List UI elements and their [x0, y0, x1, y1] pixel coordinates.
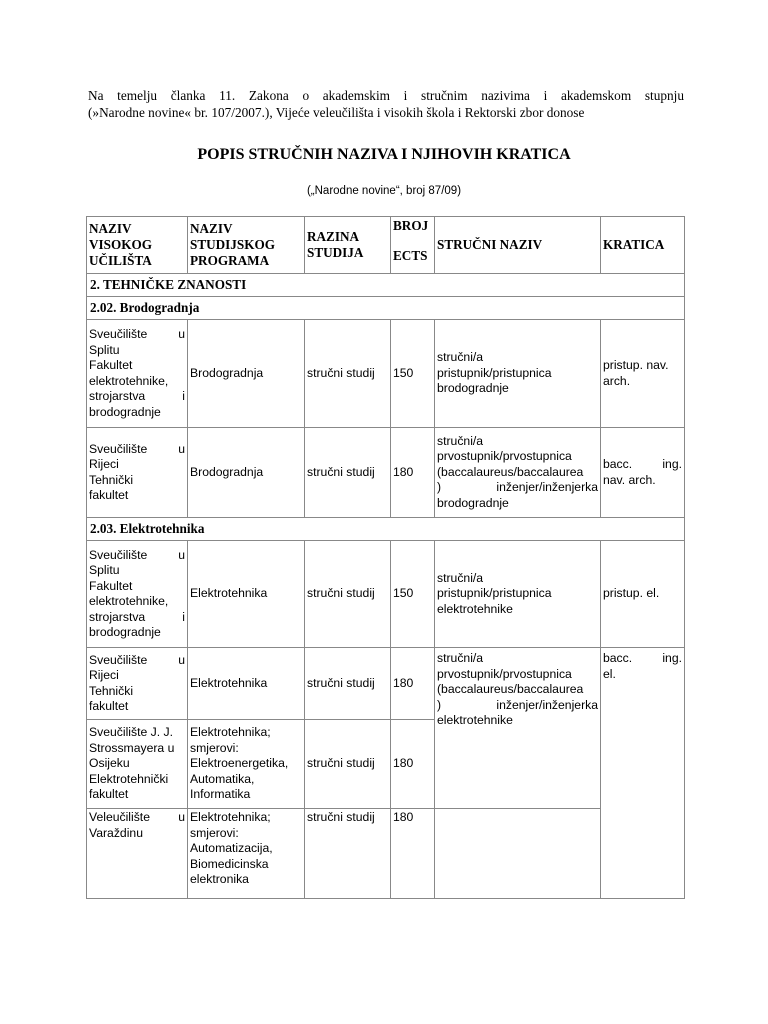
- subsection-row: [87, 297, 685, 320]
- ects-cell: 180: [391, 720, 435, 809]
- ects-cell: 150: [391, 541, 435, 648]
- program-cell: Elektrotehnika; smjerovi: Automatizacija, Biomedicinska elektronika: [188, 809, 305, 899]
- abbreviation-cell: bacc. ing. el.: [601, 648, 685, 899]
- table-row: [87, 428, 685, 518]
- institution-cell: Veleučilište u Varaždinu: [87, 809, 188, 899]
- subsection-heading: 2.02. Brodogradnja: [87, 297, 685, 320]
- abbreviation-cell: bacc. ing. nav. arch.: [601, 428, 685, 518]
- title-cell-empty: [435, 809, 601, 899]
- table-row: [87, 809, 685, 899]
- title-cell: stručni/a pristupnik/pristupnica elektrotehnike: [435, 541, 601, 648]
- document-title: POPIS STRUČNIH NAZIVA I NJIHOVIH KRATICA: [197, 146, 571, 163]
- title-cell: stručni/a prvostupnik/prvostupnica (baccalaureus/baccalaurea ) inženjer/inženjerka elektrotehnike: [435, 648, 601, 809]
- header-abbreviation: KRATICA: [601, 217, 685, 274]
- table-row: [87, 648, 685, 720]
- header-institution: NAZIV VISOKOG UČILIŠTA: [87, 217, 188, 274]
- ects-cell: 180: [391, 648, 435, 720]
- subsection-row: [87, 518, 685, 541]
- header-professional-title: STRUČNI NAZIV: [435, 217, 601, 274]
- level-cell: stručni studij: [305, 809, 391, 899]
- level-cell: stručni studij: [305, 320, 391, 428]
- header-program: NAZIV STUDIJSKOG PROGRAMA: [188, 217, 305, 274]
- program-cell: Elektrotehnika; smjerovi: Elektroenergetika, Automatika, Informatika: [188, 720, 305, 809]
- level-cell: stručni studij: [305, 541, 391, 648]
- header-level: RAZINA STUDIJA: [305, 217, 391, 274]
- ects-cell: 180: [391, 809, 435, 899]
- title-cell: stručni/a pristupnik/pristupnica brodogradnje: [435, 320, 601, 428]
- program-cell: Elektrotehnika: [188, 541, 305, 648]
- program-cell: Brodogradnja: [188, 428, 305, 518]
- abbreviation-cell: pristup. el.: [601, 541, 685, 648]
- institution-cell: Sveučilište u Rijeci Tehnički fakultet: [87, 428, 188, 518]
- title-cell: stručni/a prvostupnik/prvostupnica (baccalaureus/baccalaurea ) inženjer/inženjerka brodogradnje: [435, 428, 601, 518]
- table-row: [87, 320, 685, 428]
- document-subtitle: („Narodne novine“, broj 87/09): [306, 185, 462, 197]
- program-cell: Elektrotehnika: [188, 648, 305, 720]
- subsection-heading: 2.03. Elektrotehnika: [87, 518, 685, 541]
- intro-line-2: (»Narodne novine« br. 107/2007.), Vijeće veleučilišta i visokih škola i Rektorski zbor donose: [88, 105, 585, 120]
- intro-line-1: Na temelju članka 11. Zakona o akademskim i stručnim nazivima i akademskom stupnju: [88, 88, 684, 103]
- level-cell: stručni studij: [305, 428, 391, 518]
- institution-cell: Sveučilište J. J. Strossmayera u Osijeku Elektrotehnički fakultet: [87, 720, 188, 809]
- intro-paragraph: [88, 87, 684, 121]
- institution-cell: Sveučilište u Splitu Fakultet elektrotehnike, strojarstva i brodogradnje: [87, 320, 188, 428]
- institution-cell: Sveučilište u Splitu Fakultet elektrotehnike, strojarstva i brodogradnje: [87, 541, 188, 648]
- level-cell: stručni studij: [305, 720, 391, 809]
- section-row: [87, 274, 685, 297]
- abbreviation-cell: pristup. nav. arch.: [601, 320, 685, 428]
- level-cell: stručni studij: [305, 648, 391, 720]
- institution-cell: Sveučilište u Rijeci Tehnički fakultet: [87, 648, 188, 720]
- header-ects: BROJ ECTS: [391, 217, 435, 274]
- table-row: [87, 541, 685, 648]
- ects-cell: 180: [391, 428, 435, 518]
- table-header-row: [87, 217, 685, 274]
- ects-cell: 150: [391, 320, 435, 428]
- section-heading: 2. TEHNIČKE ZNANOSTI: [87, 274, 685, 297]
- titles-table: [86, 216, 685, 899]
- program-cell: Brodogradnja: [188, 320, 305, 428]
